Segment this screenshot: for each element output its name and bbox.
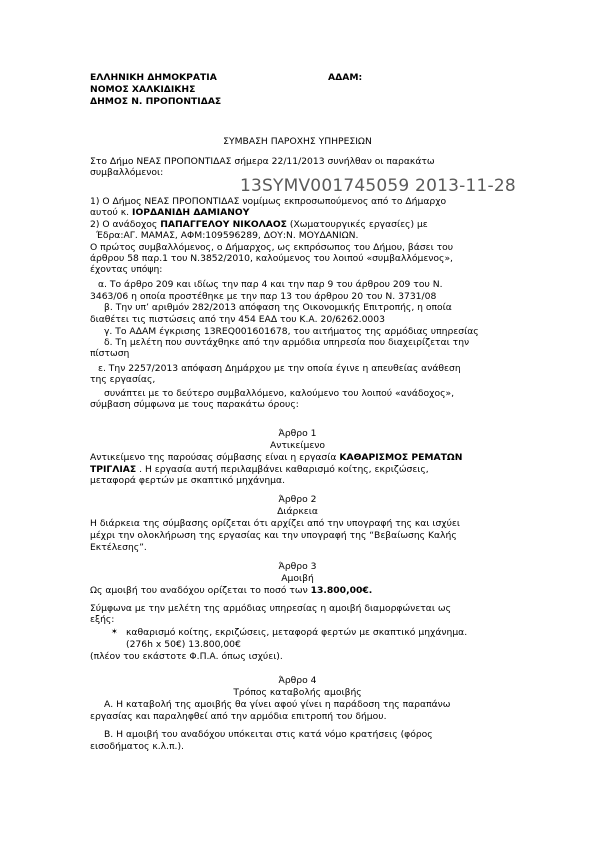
article-3-line <box>90 585 372 596</box>
document-title: ΣΥΜΒΑΣΗ ΠΑΡΟΧΗΣ ΥΠΗΡΕΣΙΩΝ <box>223 136 372 147</box>
fee-item: καθαρισμό κοίτης, εκριζώσεις, μεταφορά φερτών με σκαπτικό μηχάνημα. <box>126 627 468 638</box>
article-2-name: Διάρκεια <box>277 506 318 517</box>
consideration-d: δ. Τη μελέτη που συντάχθηκε από την αρμόδια υπηρεσία που διαχειρίζεται την <box>104 337 470 348</box>
contractor-details: Έδρα:ΑΓ. ΜΑΜΑΣ, ΑΦΜ:109596289, ΔΟΥ:Ν. ΜΟΥΔΑΝΙΩΝ. <box>96 230 359 241</box>
article-2-line: μέχρι την ολοκλήρωση της εργασίας και την υπογραφή της “Βεβαίωσης Καλής <box>90 530 457 541</box>
intro-line: έχοντας υπόψη: <box>90 264 163 275</box>
header-country: ΕΛΛΗΝΙΚΗ ΔΗΜΟΚΡΑΤΙΑ <box>90 72 217 83</box>
consideration-e: ε. Την 2257/2013 απόφαση Δημάρχου με την οποία έγινε η απευθείας ανάθεση <box>98 363 461 374</box>
party1-representative <box>90 207 249 218</box>
article-4-clause-a: Α. Η καταβολή της αμοιβής θα γίνει αφού γίνει η παράδοση της παραπάνω <box>104 699 451 710</box>
intro-line: συμβαλλόμενοι: <box>90 167 164 178</box>
article-1-line <box>90 464 429 475</box>
consideration-c: γ. Το ΑΔΑΜ έγκρισης 13REQ001601678, του αιτήματος της αρμόδιας υπηρεσίας <box>104 326 479 337</box>
article-1-text: Αντικείμενο της παρούσας σύμβασης είναι η εργασία <box>90 452 340 463</box>
consideration-e: της εργασίας, <box>90 374 156 385</box>
article-1-number: Άρθρο 1 <box>278 428 317 439</box>
article-1-text: . Η εργασία αυτή περιλαμβάνει καθαρισμό κοίτης, εκριζώσεις, <box>136 464 429 475</box>
intro-line: άρθρου 58 παρ.1 του Ν.3852/2010, καλούμενος του λοιπού «συμβαλλόμενος», <box>90 253 453 264</box>
article-2-line: Εκτέλεσης”. <box>90 542 147 553</box>
intro-line: Ο πρώτος συμβαλλόμενος, ο Δήμαρχος, ως εκπρόσωπος του Δήμου, βάσει του <box>90 242 454 253</box>
article-1-line <box>90 452 462 463</box>
article-3-number: Άρθρο 3 <box>278 561 317 572</box>
mayor-name: ΙΟΡΔΑΝΙΔΗ ΔΑΜΙΑΝΟΥ <box>132 207 250 218</box>
article-3-line: Σύμφωνα με την μελέτη της αρμόδιας υπηρεσίας η αμοιβή διαμορφώνεται ως <box>90 603 451 614</box>
vat-note: (πλέον του εκάστοτε Φ.Π.Α. όπως ισχύει). <box>90 651 283 662</box>
fee-calculation: (276h x 50€) 13.800,00€ <box>126 639 241 650</box>
header-prefecture: ΝΟΜΟΣ ΧΑΛΚΙΔΙΚΗΣ <box>90 84 196 95</box>
article-4-clause-b: εισοδήματος κ.λ.π.). <box>90 741 184 752</box>
consideration-a: 3463/06 η οποία προστέθηκε με την παρ 13 του άρθρου 20 του Ν. 3731/08 <box>90 291 437 302</box>
article-4-clause-b: Β. Η αμοιβή του αναδόχου υπόκειται στις κατά νόμο κρατήσεις (φόρος <box>104 729 433 740</box>
intro-line: Στο Δήμο ΝΕΑΣ ΠΡΟΠΟΝΤΙΔΑΣ σήμερα 22/11/2013 συνήλθαν οι παρακάτω <box>90 156 435 167</box>
consideration-b: διαθέτει τις πιστώσεις από την 454 ΕΑΔ του Κ.Α. 20/6262.0003 <box>90 314 385 325</box>
bullet-icon: ✶ <box>111 627 118 636</box>
work-title-cont: ΤΡΙΓΛΙΑΣ <box>90 464 137 475</box>
work-title: ΚΑΘΑΡΙΣΜΟΣ ΡΕΜΑΤΩΝ <box>339 452 463 463</box>
article-4-number: Άρθρο 4 <box>278 675 317 686</box>
article-2-line: Η διάρκεια της σύμβασης ορίζεται ότι αρχίζει από την υπογραφή της και ισχύει <box>90 518 460 529</box>
article-3-line: εξής: <box>90 614 115 625</box>
consideration-a: α. Το άρθρο 209 και ιδίως την παρ 4 και την παρ 9 του άρθρου 209 του Ν. <box>98 279 443 290</box>
party2-prefix: 2) Ο ανάδοχος <box>90 219 161 230</box>
article-3-text: Ως αμοιβή του αναδόχου ορίζεται το ποσό των <box>90 585 311 596</box>
article-3-name: Αμοιβή <box>281 573 314 584</box>
contractor-activity: (Χωματουργικές εργασίες) με <box>286 219 428 230</box>
header-municipality: ΔΗΜΟΣ Ν. ΠΡΟΠΟΝΤΙΔΑΣ <box>90 96 222 107</box>
consideration-b: β. Την υπ’ αριθμόν 282/2013 απόφαση της Οικονομικής Επιτροπής, η οποία <box>104 302 452 313</box>
party2-line <box>90 219 428 230</box>
consideration-d: πίστωση <box>90 348 130 359</box>
contractor-name: ΠΑΠΑΓΓΕΛΟΥ ΝΙΚΟΛΑΟΣ <box>160 219 287 230</box>
party1-line: 1) Ο Δήμος ΝΕΑΣ ΠΡΟΠΟΝΤΙΔΑΣ νομίμως εκπροσωπούμενος από το Δήμαρχο <box>90 196 447 207</box>
article-4-clause-a: εργασίας και παραληφθεί από την αρμόδια επιτροπή του δήμου. <box>90 711 387 722</box>
article-4-name: Τρόπος καταβολής αμοιβής <box>233 687 362 698</box>
article-1-name: Αντικείμενο <box>269 440 326 451</box>
article-1-line: μεταφορά φερτών με σκαπτικό μηχάνημα. <box>90 475 285 486</box>
header-adam-label: ΑΔΑΜ: <box>328 72 363 83</box>
intro-line: συνάπτει με το δεύτερο συμβαλλόμενο, καλούμενο του λοιπού «ανάδοχος», <box>104 388 455 399</box>
intro-line: σύμβαση σύμφωνα με τους παρακάτω όρους: <box>90 399 299 410</box>
article-2-number: Άρθρο 2 <box>278 494 317 505</box>
registration-stamp: 13SYMV001745059 2013-11-28 <box>240 176 516 196</box>
contract-amount: 13.800,00€. <box>310 585 373 596</box>
party1-prefix: αυτού κ. <box>90 207 133 218</box>
